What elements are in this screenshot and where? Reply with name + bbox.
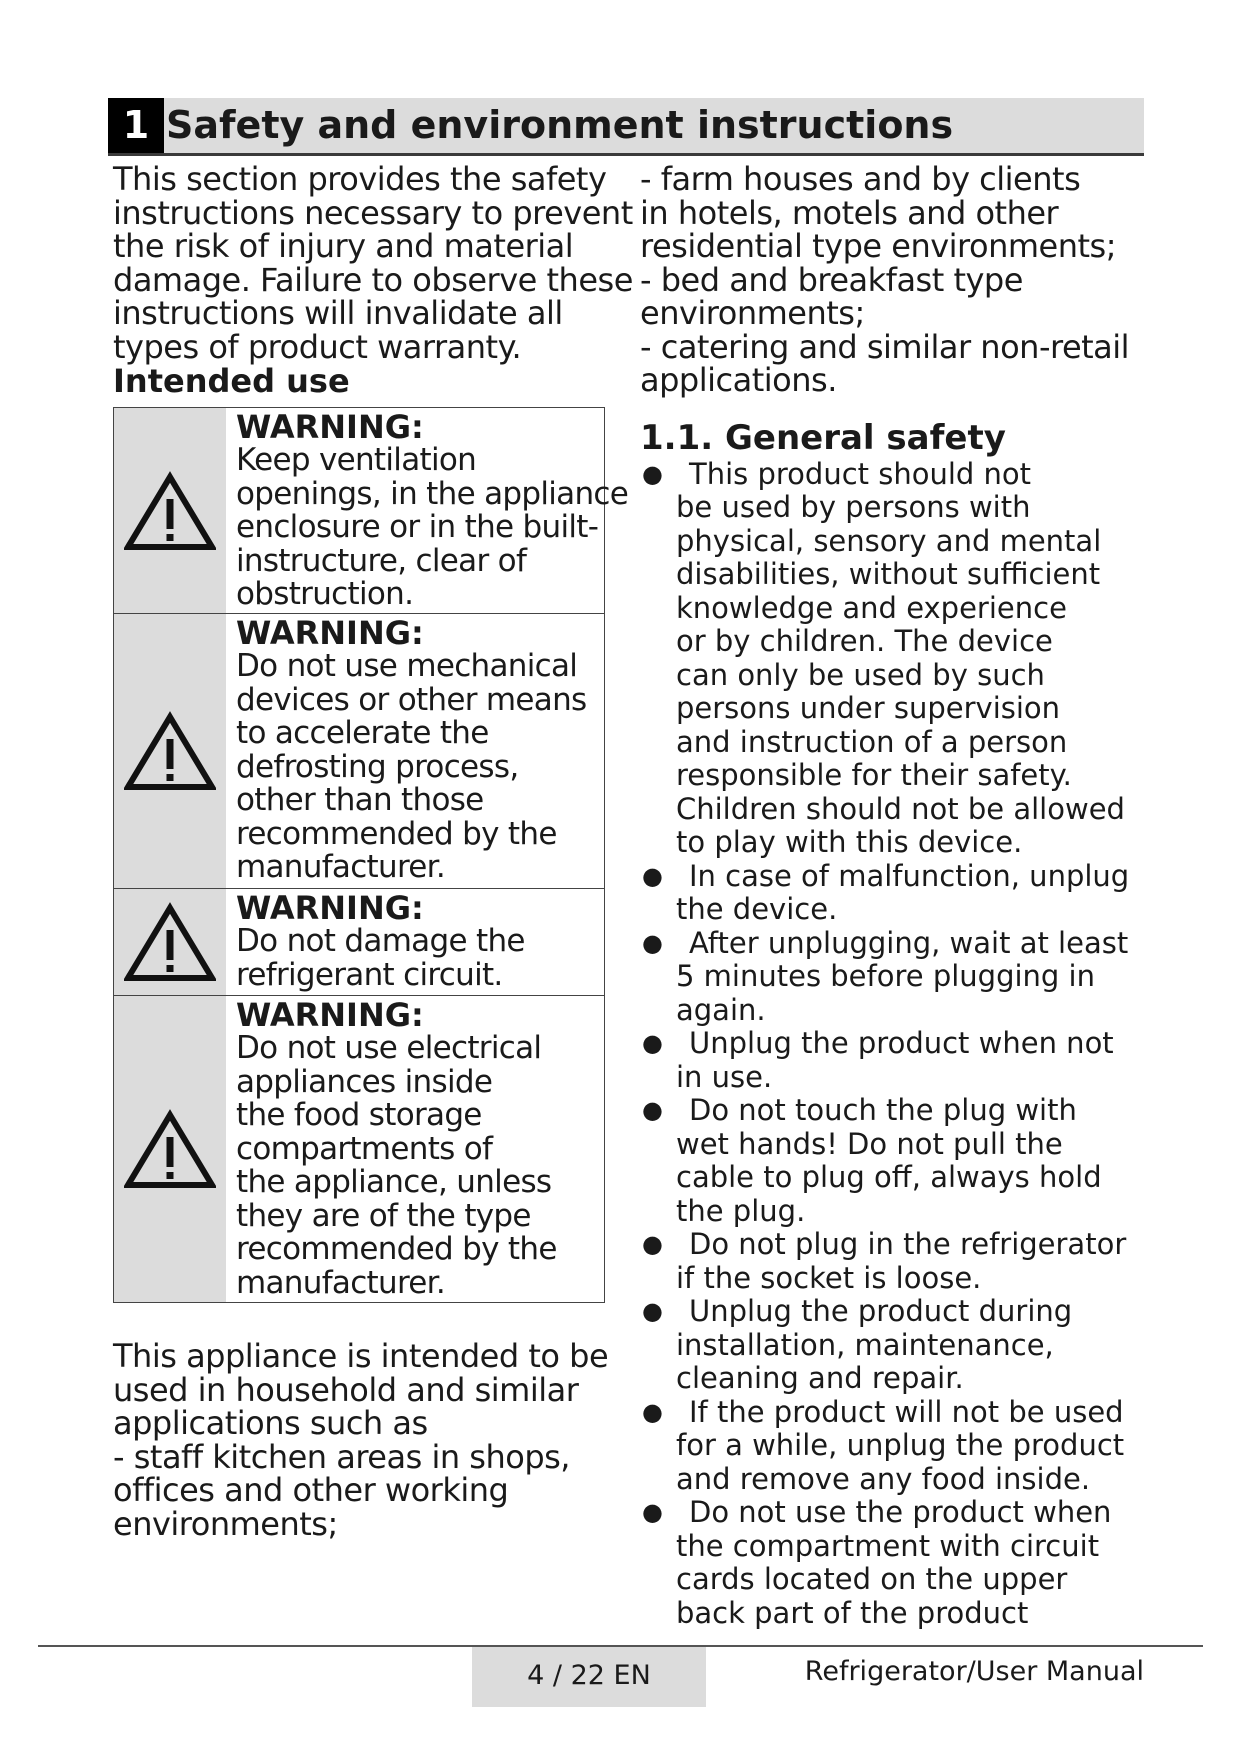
intro-block <box>113 160 633 400</box>
bullet-line: physical, sensory and mental <box>676 523 1102 558</box>
bullet-line: knowledge and experience <box>676 590 1067 625</box>
warning-line: openings, in the appliance <box>236 475 629 512</box>
warning-row <box>114 889 604 996</box>
bullet-icon: ● <box>642 928 663 957</box>
warning-content <box>226 408 628 613</box>
bullet-line: the compartment with circuit <box>676 1528 1100 1563</box>
usage-line: residential type environments; <box>640 227 1116 265</box>
warning-line: to accelerate the <box>236 715 489 751</box>
usage-line: applications such as <box>113 1404 428 1442</box>
bullet-line: installation, maintenance, <box>676 1327 1054 1362</box>
usage-line: offices and other working <box>113 1471 509 1509</box>
warning-triangle-icon <box>114 408 226 613</box>
usage-continued <box>640 160 1130 399</box>
bullet-line: and instruction of a person <box>676 724 1068 759</box>
bullet-line: Children should not be allowed <box>676 791 1125 826</box>
usage-line: This appliance is intended to be <box>113 1337 609 1375</box>
right-column <box>640 160 1130 1630</box>
warning-title: WARNING: <box>236 408 424 446</box>
intended-use-heading: Intended use <box>113 362 350 400</box>
warning-line: they are of the type <box>236 1197 531 1234</box>
warning-triangle-icon <box>114 614 226 888</box>
warning-content <box>226 996 557 1302</box>
warning-triangle-icon <box>114 996 226 1302</box>
list-item <box>640 1394 1125 1497</box>
warning-table <box>113 407 629 1303</box>
bullet-line: the device. <box>676 892 838 926</box>
bullet-line: back part of the product <box>676 1595 1029 1630</box>
intro-line: types of product warranty. <box>113 327 522 366</box>
section-title: Safety and environment instructions <box>166 103 954 147</box>
warning-body <box>236 1032 557 1300</box>
bullet-line: responsible for their safety. <box>676 758 1072 792</box>
section-number: 1 <box>108 98 164 153</box>
general-safety-heading: 1.1. General safety <box>640 417 1006 458</box>
list-item <box>640 925 1129 1028</box>
intended-use-text <box>113 1337 613 1543</box>
warning-line: Do not use mechanical <box>236 648 578 684</box>
warning-line: devices or other means <box>236 681 587 718</box>
bullet-icon: ● <box>642 1029 663 1057</box>
bullet-line: 5 minutes before plugging in <box>676 959 1095 993</box>
intro-text <box>113 160 633 366</box>
warning-row <box>114 996 604 1302</box>
manual-title: Refrigerator/User Manual <box>804 1656 1144 1687</box>
warning-line: refrigerant circuit. <box>236 956 503 993</box>
warning-body <box>236 650 587 885</box>
bullet-line: the plug. <box>676 1193 806 1228</box>
warning-line: enclosure or in the built- <box>236 509 599 545</box>
warning-line: recommended by the <box>236 1231 557 1267</box>
warning-content <box>226 889 525 995</box>
warning-line: the appliance, unless <box>236 1164 552 1200</box>
bullet-line: Do not use the product when <box>689 1495 1112 1529</box>
list-item <box>640 1295 1120 1396</box>
bullet-line: can only be used by such <box>676 657 1045 692</box>
warning-line: compartments of <box>236 1130 493 1167</box>
intro-line: instructions will invalidate all <box>113 294 563 332</box>
warning-line: instructure, clear of <box>236 542 527 579</box>
usage-line: - staff kitchen areas in shops, <box>113 1437 570 1476</box>
bullet-line: cards located on the upper <box>676 1562 1068 1596</box>
bullet-line: again. <box>676 992 766 1027</box>
bullet-icon: ● <box>642 1397 663 1426</box>
warning-row <box>114 408 629 614</box>
list-item <box>640 858 1130 927</box>
bullet-icon: ● <box>642 861 663 890</box>
warning-title: WARNING: <box>236 889 424 927</box>
bullet-line: if the socket is loose. <box>676 1260 982 1295</box>
usage-line: environments; <box>640 294 865 332</box>
warning-body <box>236 925 525 992</box>
safety-bullet-list <box>640 456 1130 1631</box>
intro-line: damage. Failure to observe these <box>113 260 633 299</box>
warning-content <box>226 614 587 888</box>
bullet-line: cleaning and repair. <box>676 1361 964 1395</box>
list-item <box>640 1094 1120 1228</box>
bullet-line: persons under supervision <box>676 691 1061 725</box>
warning-line: recommended by the <box>236 815 557 852</box>
bullet-line: cable to plug off, always hold <box>676 1160 1102 1194</box>
list-item <box>640 456 1125 860</box>
bullet-line: for a while, unplug the product <box>676 1428 1125 1462</box>
usage-line: in hotels, motels and other <box>640 193 1059 232</box>
page-number: 4 / 22 EN <box>527 1660 651 1691</box>
bullet-line: wet hands! Do not pull the <box>676 1126 1063 1161</box>
bullet-line: in use. <box>676 1059 773 1094</box>
usage-line: - farm houses and by clients <box>640 160 1081 198</box>
bullet-line: to play with this device. <box>676 825 1023 859</box>
bullet-icon: ● <box>642 1297 663 1325</box>
bullet-line: be used by persons with <box>676 490 1031 524</box>
bullet-line: Unplug the product when not <box>689 1026 1114 1060</box>
bullet-line: Do not plug in the refrigerator <box>689 1227 1127 1261</box>
warning-line: Do not use electrical <box>236 1030 542 1066</box>
warning-title: WARNING: <box>236 996 424 1034</box>
section-header <box>108 98 1144 156</box>
bullet-icon: ● <box>642 1230 663 1258</box>
intro-line: the risk of injury and material <box>113 227 574 265</box>
list-item <box>640 1027 1120 1094</box>
warning-triangle-icon <box>114 889 226 995</box>
usage-line: used in household and similar <box>113 1370 579 1409</box>
usage-line: - bed and breakfast type <box>640 260 1023 299</box>
usage-line: applications. <box>640 361 837 399</box>
warning-body <box>236 444 628 612</box>
warning-line: obstruction. <box>236 576 414 612</box>
warning-row <box>114 614 604 889</box>
warning-line: defrosting process, <box>236 748 519 785</box>
warning-line: the food storage <box>236 1097 482 1133</box>
warning-line: other than those <box>236 782 484 818</box>
bullet-line: Do not touch the plug with <box>689 1093 1077 1127</box>
bullet-line: If the product will not be used <box>689 1394 1124 1429</box>
warning-line: Keep ventilation <box>236 442 477 478</box>
bullet-line: After unplugging, wait at least <box>689 925 1129 960</box>
list-item <box>640 1227 1127 1295</box>
usage-line: - catering and similar non-retail <box>640 327 1130 366</box>
bullet-line: This product should not <box>689 456 1032 491</box>
bullet-icon: ● <box>642 1096 663 1124</box>
bullet-line: and remove any food inside. <box>676 1461 1091 1496</box>
bullet-icon: ● <box>642 1498 663 1526</box>
bullet-line: disabilities, without sufficient <box>676 557 1101 591</box>
bullet-line: In case of malfunction, unplug <box>689 858 1130 893</box>
warning-line: manufacturer. <box>236 1264 446 1301</box>
bullet-line: Unplug the product during <box>689 1294 1073 1328</box>
warning-line: Do not damage the <box>236 923 525 959</box>
usage-line: environments; <box>113 1504 338 1543</box>
bullet-icon: ● <box>642 459 663 488</box>
bullet-line: or by children. The device <box>676 624 1053 658</box>
list-item <box>640 1496 1120 1630</box>
warning-line: appliances inside <box>236 1063 493 1100</box>
intro-line: This section provides the safety <box>113 160 607 198</box>
intro-line: instructions necessary to prevent <box>113 193 633 232</box>
warning-line: manufacturer. <box>236 849 446 885</box>
warning-title: WARNING: <box>236 614 424 652</box>
